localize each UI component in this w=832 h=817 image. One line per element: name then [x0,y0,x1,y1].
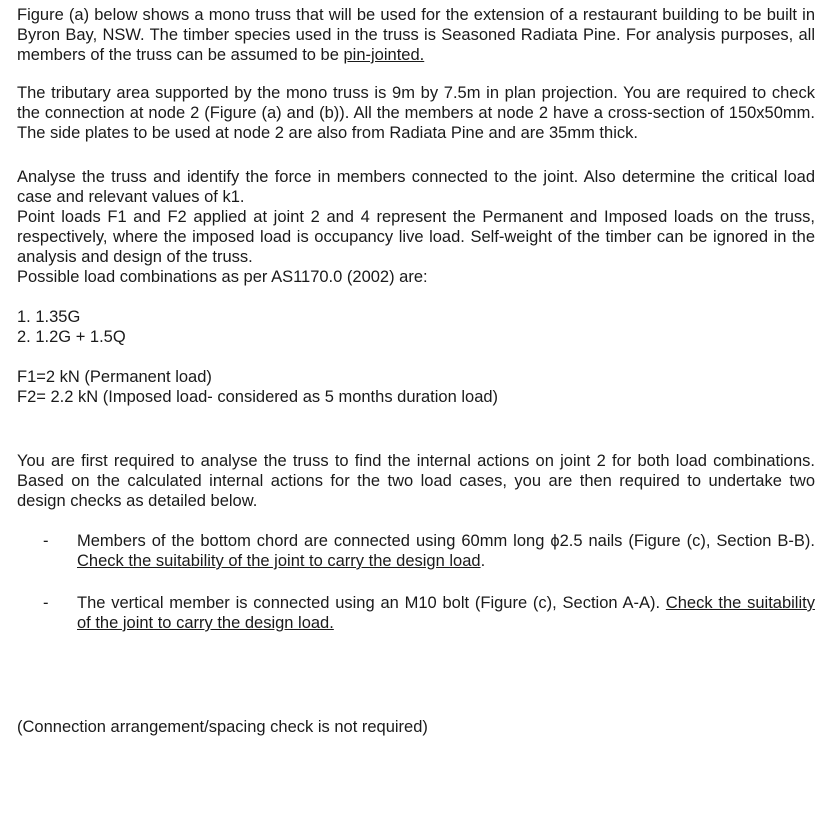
dash-bullet: - [43,594,49,612]
combination-item: 1. 1.35G [17,308,81,326]
check-bolt [17,593,815,633]
intro-paragraph [17,5,815,65]
task-paragraph: You are first required to analyse the truss to find the internal actions on joint 2 for both load combinations. Based on the calculated internal actions for the two load cases, you are then required to undertake two design checks as detailed below. [17,452,815,510]
combination-item: 2. 1.2G + 1.5Q [17,328,126,346]
analysis-line-1: Analyse the truss and identify the force in members connected to the joint. Also determine the critical load case and relevant values of k1. [17,168,815,206]
point-loads [17,367,815,407]
load-f2: F2= 2.2 kN (Imposed load- considered as 5 months duration load) [17,388,499,406]
load-f1: F1=2 kN (Permanent load) [17,368,212,386]
check-bolt-text: The vertical member is connected using an M10 bolt (Figure (c), Section A-A). [77,594,666,612]
dash-bullet: - [43,532,49,550]
analysis-line-3: Possible load combinations as per AS1170.0 (2002) are: [17,268,428,286]
analysis-line-2: Point loads F1 and F2 applied at joint 2 and 4 represent the Permanent and Imposed loads on the truss, respectively, where the imposed load is occupancy live load. Self-weight of the timber can be ignored in the analysis and design of the truss. [17,208,815,266]
check-nails-text: Members of the bottom chord are connected using 60mm long ϕ2.5 nails (Figure (c), Section B-B). [77,532,815,550]
check-nails-underlined: Check the suitability of the joint to carry the design load [77,552,481,570]
spacing-note: (Connection arrangement/spacing check is not required) [17,718,428,736]
check-bolt-underlined: Check the suitability of the joint to carry the design load. [77,594,815,632]
tributary-paragraph: The tributary area supported by the mono truss is 9m by 7.5m in plan projection. You are required to check the connection at node 2 (Figure (a) and (b)). All the members at node 2 have a cross-section of 150x50mm. The side plates to be used at node 2 are also from Radiata Pine and are 35mm thick. [17,84,815,142]
check-nails [17,531,815,571]
load-combinations-list [17,307,815,347]
document-body [17,5,815,737]
pin-jointed-underlined: pin-jointed. [343,46,425,64]
intro-text: Figure (a) below shows a mono truss that will be used for the extension of a restaurant building to be built in Byron Bay, NSW. The timber species used in the truss is Seasoned Radiata Pine. For analysis purposes, all members of the truss can be assumed to be [17,6,815,64]
design-checks-list [17,531,815,633]
analysis-paragraph [17,167,815,287]
check-nails-after: . [480,552,486,570]
